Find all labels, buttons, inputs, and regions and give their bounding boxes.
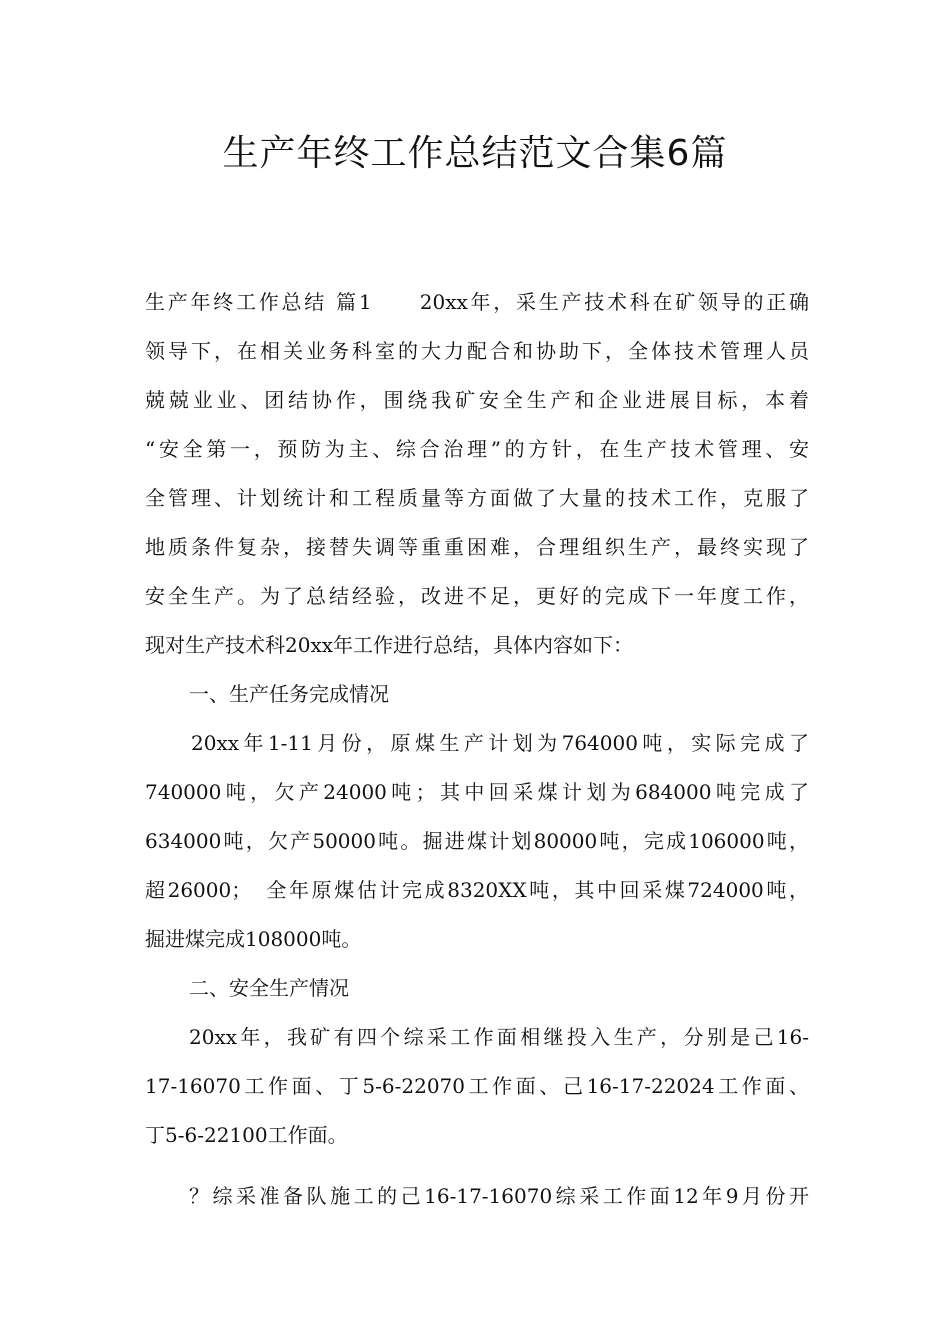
body-line: 安全生产。为了总结经验，改进不足，更好的完成下一年度工作， — [145, 584, 809, 608]
body-line: 全管理、计划统计和工程质量等方面做了大量的技术工作，克服了 — [145, 486, 809, 510]
body-line: 634000吨，欠产50000吨。掘进煤计划80000吨，完成106000吨， — [145, 829, 809, 853]
body-line: 20xx年1-11月份，原煤生产计划为764000吨，实际完成了 — [191, 731, 809, 755]
body-line: “安全第一，预防为主、综合治理”的方针，在生产技术管理、安 — [145, 437, 809, 461]
body-line: 掘进煤完成108000吨。 — [145, 927, 362, 951]
section-heading: 一、生产任务完成情况 — [189, 682, 389, 706]
document-title: 生产年终工作总结范文合集6篇 — [222, 133, 728, 174]
body-line: 740000吨，欠产24000吨；其中回采煤计划为684000吨完成了 — [145, 780, 809, 804]
body-line: ？综采准备队施工的己16-17-16070综采工作面12年9月份开 — [189, 1184, 809, 1208]
body-line: 17-16070工作面、丁5-6-22070工作面、己16-17-22024工作面、 — [145, 1074, 809, 1098]
document-body — [145, 278, 809, 1221]
section-heading: 二、安全生产情况 — [189, 976, 349, 1000]
body-line: 地质条件复杂，接替失调等重重困难，合理组织生产，最终实现了 — [145, 535, 809, 559]
body-line: 兢兢业业、团结协作，围绕我矿安全生产和企业进展目标，本着 — [145, 388, 809, 412]
body-line: 领导下，在相关业务科室的大力配合和协助下，全体技术管理人员 — [145, 339, 809, 363]
body-line: 现对生产技术科20xx年工作进行总结，具体内容如下： — [145, 633, 634, 657]
body-line: 超26000； 全年原煤估计完成8320XX吨，其中回采煤724000吨， — [145, 878, 809, 902]
body-line: 20xx年，我矿有四个综采工作面相继投入生产，分别是己16- — [189, 1025, 809, 1049]
body-line: 生产年终工作总结 篇1 20xx年，采生产技术科在矿领导的正确 — [145, 290, 809, 314]
body-line: 丁5-6-22100工作面。 — [145, 1123, 348, 1147]
